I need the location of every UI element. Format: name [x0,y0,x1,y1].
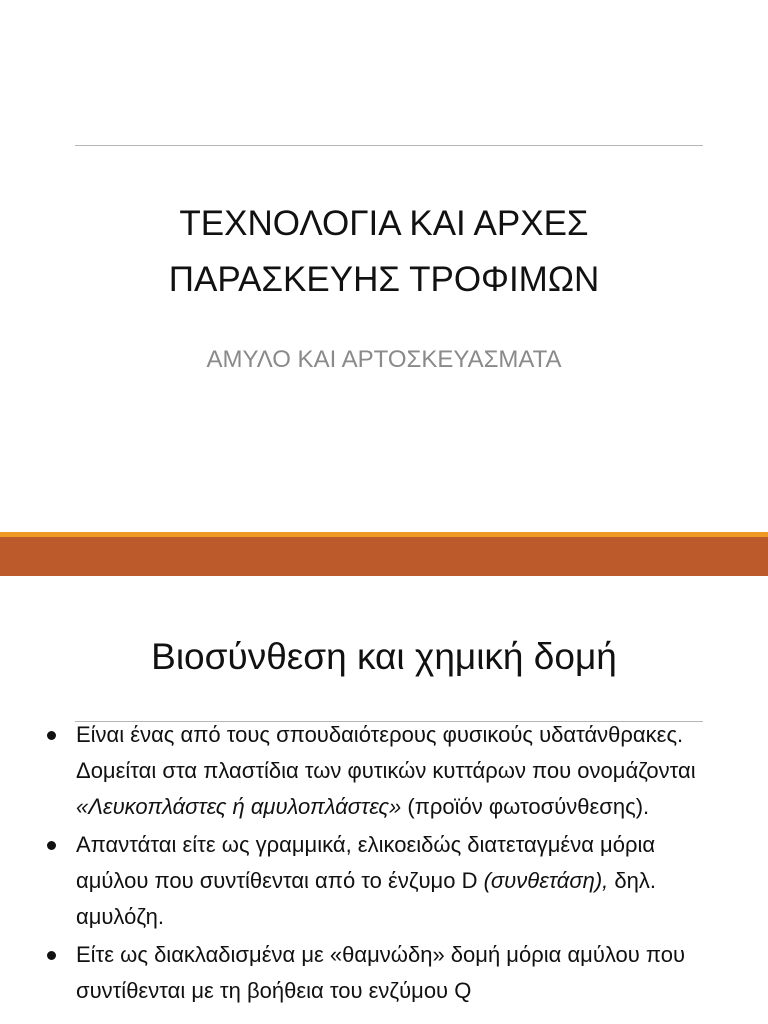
presentation-title [60,196,708,308]
bullet-text: Είναι ένας από τους σπουδαιότερους φυσικούς υδατάνθρακες. Δομείται στα πλαστίδια των φυτικών κυττάρων που ονομάζονται [76,722,696,783]
bullet-italic-text: (συνθετάση), [483,868,609,893]
bullet-text-end: (προϊόν φωτοσύνθεσης). [401,794,650,819]
content-slide [0,576,768,1024]
bullet-item [42,827,722,935]
slide-separator-rust-band [0,537,768,576]
title-line-1: ΤΕΧΝΟΛΟΓΙΑ ΚΑΙ ΑΡΧΕΣ [179,204,589,243]
title-line-2: ΠΑΡΑΣΚΕΥΗΣ ΤΡΟΦΙΜΩΝ [168,260,600,299]
bullet-list [42,717,722,1011]
bullet-dot-icon [47,841,56,850]
bullet-text-end: δηλ. αμυλόζη. [76,868,656,929]
bullet-item [42,937,722,1009]
bullet-text: Είτε ως διακλαδισμένα με «θαμνώδη» δομή μόρια αμύλου που συντίθενται με τη βοήθεια του ενζύμου Q [76,942,686,1003]
bullet-item [42,717,722,825]
bullet-italic-text: «Λευκοπλάστες ή αμυλοπλάστες» [76,794,402,819]
bullet-text: Απαντάται είτε ως γραμμικά, ελικοειδώς διατεταγμένα μόρια αμύλου που συντίθενται από το ένζυμο D [76,832,656,893]
bullet-dot-icon [47,731,56,740]
presentation-subtitle: ΑΜΥΛΟ ΚΑΙ ΑΡΤΟΣΚΕΥΑΣΜΑΤΑ [206,346,562,373]
bullet-dot-icon [47,951,56,960]
slide-title: Βιοσύνθεση και χημική δομή [151,636,617,677]
title-divider [75,145,703,146]
